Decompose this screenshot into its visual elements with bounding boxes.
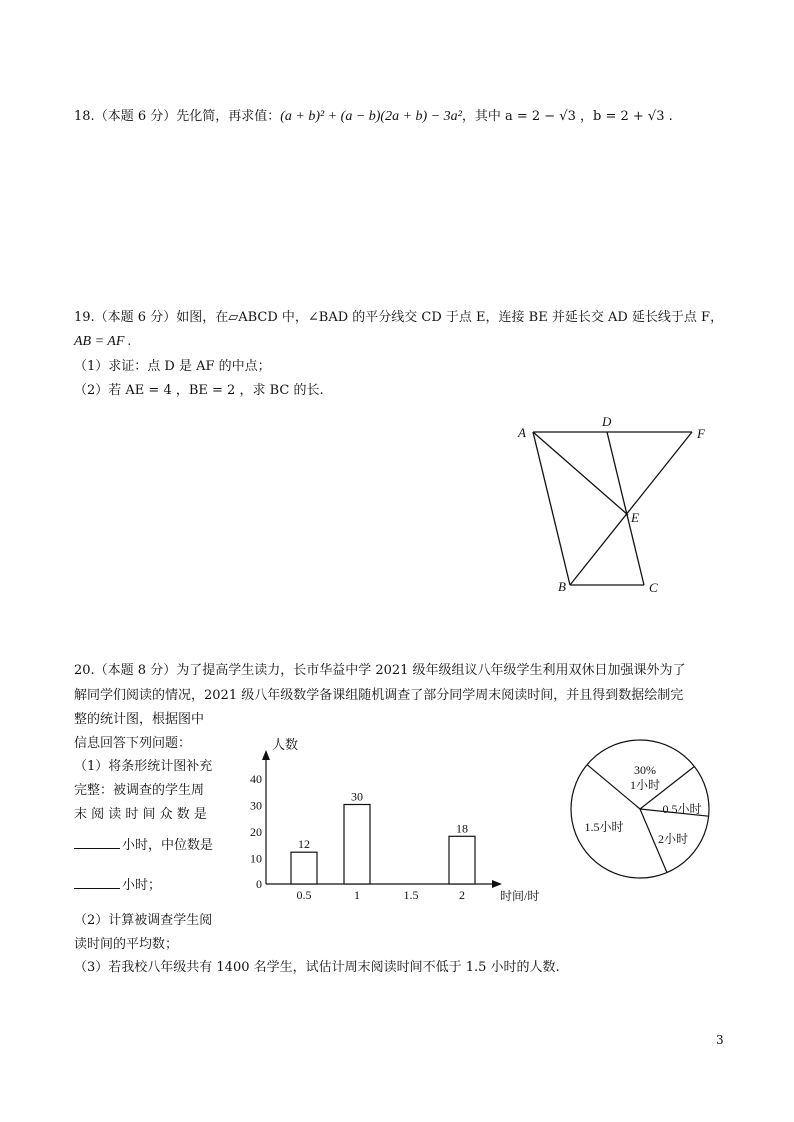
q20-part-1b: 完整：被调查的学生周 [74, 783, 205, 798]
q20-line-1: 20.（本题 8 分）为了提高学生读力，长市华益中学 2021 级年级组议八年级学生利用双休日加强课外为了 [74, 663, 686, 678]
bar [291, 852, 317, 884]
q20-part-1a: （1）将条形统计图补充 [74, 759, 213, 774]
q18-condition: ，其中 a = 2 − √3 ，b = 2 + √3 . [461, 109, 673, 124]
segment-ae [533, 432, 628, 515]
x-tick-label: 1 [354, 888, 360, 902]
q18-expression: (a + b)² + (a − b)(2a + b) − 3a² [280, 109, 462, 124]
label-e: E [631, 510, 639, 525]
mode-answer-blank[interactable] [74, 836, 120, 849]
bar [449, 836, 475, 884]
x-tick-label: 2 [459, 888, 465, 902]
y-axis-title: 人数 [272, 737, 299, 752]
label-c: C [649, 580, 658, 595]
q18-number: 18. [74, 109, 95, 124]
q19-part-2: （2）若 AE = 4 ，BE = 2 ，求 BC 的长. [74, 383, 324, 398]
q19-line-2: AB = AF . [74, 334, 132, 349]
y-axis-arrow [262, 750, 270, 760]
q20-line-3: 整的统计图，根据图中 [74, 712, 205, 727]
median-answer-blank[interactable] [74, 876, 120, 889]
y-tick-label: 20 [250, 825, 262, 839]
q20-line-2: 解同学们阅读的情况，2021 级八年级数学备课组随机调查了部分同学周末阅读时间，并且得到数据绘制完 [74, 688, 684, 703]
question-18 [74, 108, 673, 126]
x-axis-title: 时间/时 [500, 889, 540, 903]
q18-heading: （本题 6 分）先化简，再求值： [94, 109, 281, 124]
q20-part-1e [74, 876, 161, 895]
q20-part-2b: 读时间的平均数； [74, 937, 179, 952]
q20-line-4: 信息回答下列问题： [74, 736, 192, 751]
y-tick-label: 30 [250, 798, 262, 813]
label-a: A [518, 425, 526, 440]
x-tick-label: 0.5 [296, 888, 312, 902]
pie-slice-label: 1.5小时 [584, 820, 624, 834]
pie-slice-percent: 30% [634, 763, 656, 777]
bar-value-label: 30 [351, 789, 363, 804]
segment-dc [607, 432, 644, 585]
label-b: B [558, 579, 566, 594]
label-d: D [602, 414, 612, 429]
label-f: F [697, 426, 705, 441]
segment-ab [533, 432, 570, 585]
q19-part-1: （1）求证：点 D 是 AF 的中点； [74, 359, 271, 374]
pie-chart [560, 730, 720, 890]
pie-slice-label: 2小时 [657, 832, 689, 846]
segment-bf [570, 432, 692, 585]
x-tick-label: 1.5 [403, 888, 419, 902]
q20-part-1d [74, 836, 213, 855]
parallelogram-figure [505, 410, 725, 605]
y-tick-label: 10 [250, 851, 262, 866]
q20-part-1c: 末 阅 读 时 间 众 数 是 [74, 807, 207, 822]
q19-line-1: 19.（本题 6 分）如图，在▱ABCD 中，∠BAD 的平分线交 CD 于点 E，连接 BE 并延长交 AD 延长线于点 F， [74, 310, 724, 325]
q20-part-2a: （2）计算被调查学生阅 [74, 913, 213, 928]
q20-part-1d-text: 小时，中位数是 [122, 838, 214, 853]
bar [344, 805, 370, 885]
q20-part-1e-text: 小时； [122, 878, 162, 893]
bar-value-label: 18 [456, 821, 468, 836]
x-axis-arrow [492, 880, 502, 888]
bar-chart [230, 728, 560, 908]
bar-value-label: 12 [298, 837, 310, 852]
pie-slice-label: 1小时 [629, 778, 661, 792]
y-tick-label: 40 [250, 772, 262, 786]
y-tick-label: 0 [256, 877, 262, 891]
page-number: 3 [716, 1033, 724, 1047]
pie-slice-label: 0.5小时 [662, 802, 702, 816]
q20-part-3: （3）若我校八年级共有 1400 名学生，试估计周末阅读时间不低于 1.5 小时的人数. [74, 960, 560, 975]
